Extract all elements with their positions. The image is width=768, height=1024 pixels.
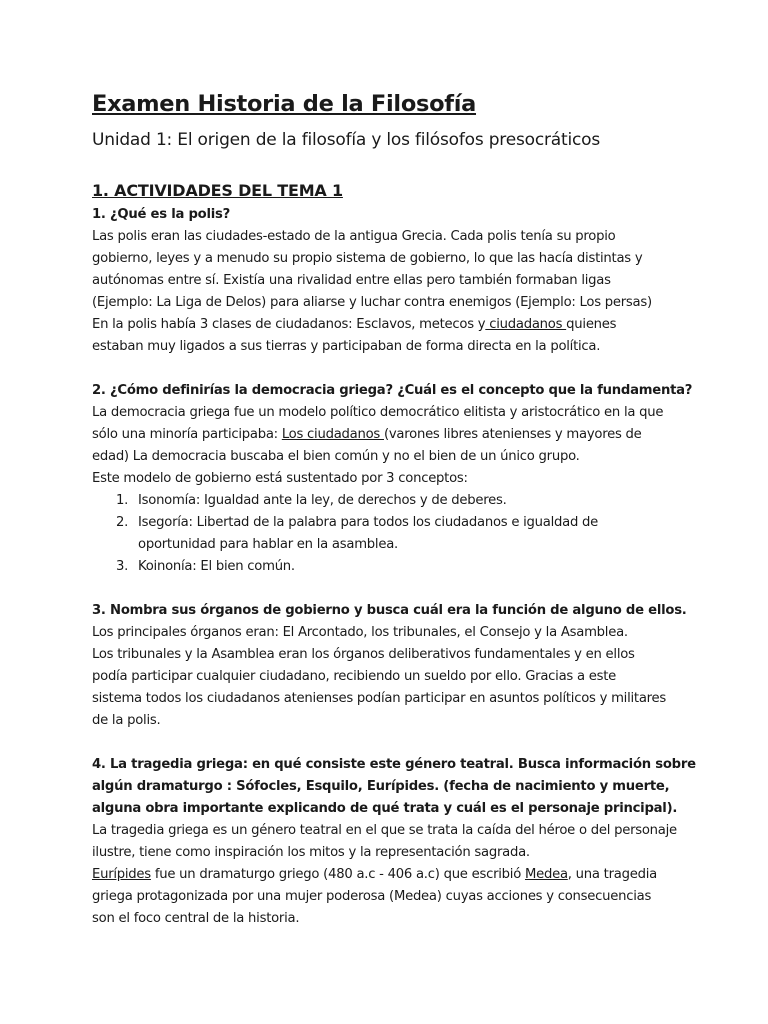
answer-4-text: fue un dramaturgo griego (480 a.c - 406 a.c) que escribió: [150, 867, 525, 882]
answer-2-text: sólo una minoría participaba:: [92, 427, 282, 442]
list-item: [92, 490, 692, 512]
underlined-ciudadanos: ciudadanos: [485, 317, 567, 332]
section-title: 1. ACTIVIDADES DEL TEMA 1: [92, 181, 343, 200]
question-2-block: [92, 380, 692, 578]
list-number: 2.: [116, 515, 129, 530]
document-title: Examen Historia de la Filosofía: [92, 91, 477, 117]
list-item: [92, 556, 692, 578]
list-item-continuation: [92, 534, 692, 556]
answer-2-line: La democracia griega fue un modelo político democrático elitista y aristocrático en la que: [92, 405, 664, 420]
answer-4-line: ilustre, tiene como inspiración los mitos y la representación sagrada.: [92, 845, 530, 860]
answer-2-line: edad) La democracia buscaba el bien común y no el bien de un único grupo.: [92, 449, 580, 464]
answer-4-line: son el foco central de la historia.: [92, 911, 300, 926]
question-1-heading: 1. ¿Qué es la polis?: [92, 207, 230, 222]
underlined-los-ciudadanos: Los ciudadanos: [281, 427, 384, 442]
question-1-block: [92, 204, 692, 358]
answer-2-line: Este modelo de gobierno está sustentado por 3 conceptos:: [92, 471, 468, 486]
answer-3-line: sistema todos los ciudadanos atenienses podían participar en asuntos políticos y militares: [92, 691, 667, 706]
question-4-heading: algún dramaturgo : Sófocles, Esquilo, Eurípides. (fecha de nacimiento y muerte,: [92, 779, 670, 794]
document-subtitle: Unidad 1: El origen de la filosofía y los filósofos presocráticos: [92, 130, 600, 150]
underlined-medea: Medea: [524, 867, 568, 882]
answer-1-line: Las polis eran las ciudades-estado de la antigua Grecia. Cada polis tenía su propio: [92, 229, 616, 244]
question-4-heading: alguna obra importante explicando de qué trata y cuál es el personaje principal).: [92, 801, 678, 816]
answer-3-line: Los tribunales y la Asamblea eran los órganos deliberativos fundamentales y en ellos: [92, 647, 635, 662]
answer-1-line: [92, 314, 692, 336]
answer-4-text: , una tragedia: [567, 867, 657, 882]
list-item-text: oportunidad para hablar en la asamblea.: [138, 537, 398, 552]
list-item-text: Isegoría: Libertad de la palabra para todos los ciudadanos e igualdad de: [138, 515, 599, 530]
list-item: [92, 512, 692, 534]
answer-1-line: gobierno, leyes y a menudo su propio sistema de gobierno, lo que las hacía distintas y: [92, 251, 643, 266]
underlined-euripides: Eurípides: [92, 867, 151, 882]
list-item-text: Koinonía: El bien común.: [138, 559, 295, 574]
question-3-heading: 3. Nombra sus órganos de gobierno y busca cuál era la función de alguno de ellos.: [92, 603, 687, 618]
answer-1-line: (Ejemplo: La Liga de Delos) para aliarse y luchar contra enemigos (Ejemplo: Los persas): [92, 295, 652, 310]
question-3-block: [92, 600, 692, 732]
answer-2-line: [92, 424, 692, 446]
list-number: 1.: [116, 493, 129, 508]
answer-1-text: En la polis había 3 clases de ciudadanos: Esclavos, metecos y: [92, 317, 486, 332]
answer-4-line: griega protagonizada por una mujer poderosa (Medea) cuyas acciones y consecuencias: [92, 889, 652, 904]
answer-4-line: La tragedia griega es un género teatral en el que se trata la caída del héroe o del personaje: [92, 823, 677, 838]
answer-1-text: quienes: [566, 317, 617, 332]
list-item-text: Isonomía: Igualdad ante la ley, de derechos y de deberes.: [138, 493, 507, 508]
answer-3-line: de la polis.: [92, 713, 161, 728]
document-content: [92, 88, 696, 930]
answer-3-line: podía participar cualquier ciudadano, recibiendo un sueldo por ello. Gracias a este: [92, 669, 617, 684]
answer-2-text: (varones libres atenienses y mayores de: [383, 427, 642, 442]
answer-1-line: autónomas entre sí. Existía una rivalidad entre ellas pero también formaban ligas: [92, 273, 611, 288]
list-number: 3.: [116, 559, 129, 574]
answer-1-line: estaban muy ligados a sus tierras y participaban de forma directa en la política.: [92, 339, 601, 354]
answer-4-line: [92, 864, 692, 886]
concepts-list: [92, 490, 692, 578]
question-4-block: [92, 754, 696, 930]
question-2-heading: 2. ¿Cómo definirías la democracia griega? ¿Cuál es el concepto que la fundamenta?: [92, 383, 693, 398]
question-4-heading: 4. La tragedia griega: en qué consiste este género teatral. Busca información sobre: [92, 757, 696, 772]
answer-3-line: Los principales órganos eran: El Arcontado, los tribunales, el Consejo y la Asamblea.: [92, 625, 628, 640]
